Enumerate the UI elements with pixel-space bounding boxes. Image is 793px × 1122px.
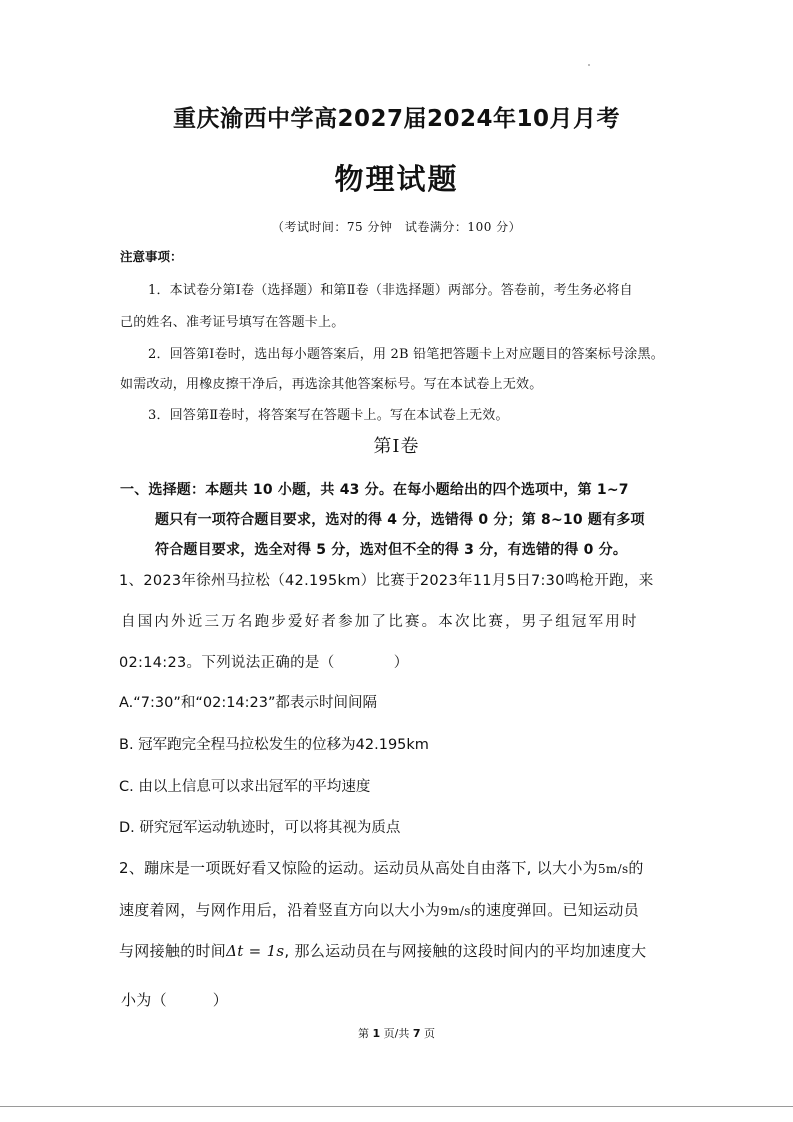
- subject-title: 物理试题: [334, 162, 459, 196]
- scan-dot: [588, 64, 590, 66]
- footer-prefix: 第: [357, 1027, 369, 1040]
- q2-line-1-tail: 的: [628, 859, 644, 877]
- q1-line-3: 02:14:23。下列说法正确的是（ ）: [119, 655, 409, 671]
- page-number: 1: [372, 1027, 381, 1040]
- q2-line-2: [119, 899, 639, 920]
- note-line-3: 2．回答第Ⅰ卷时，选出每小题答案后，用 2B 铅笔把答题卡上对应题目的答案标号涂黑。: [148, 347, 664, 362]
- q1-option-c: C. 由以上信息可以求出冠军的平均速度: [119, 779, 371, 795]
- q1-line-1: 1、2023年徐州马拉松（42.195km）比赛于2023年11月5日7:30鸣枪开跑，来: [119, 573, 654, 589]
- notes-heading: 注意事项：: [120, 249, 183, 264]
- q2-line-3-text: 与网接触的时间: [119, 942, 227, 960]
- q1-line-2: 自国内外近三万名跑步爱好者参加了比赛。本次比赛，男子组冠军用时: [121, 614, 639, 630]
- q2-line-1: [119, 857, 644, 878]
- section-title: 第Ⅰ卷: [373, 436, 420, 457]
- q1-option-a: A.“7:30”和“02:14:23”都表示时间间隔: [119, 695, 378, 711]
- speed-out-unit: 9m/s: [440, 904, 471, 918]
- footer-mid: 页/共: [383, 1027, 410, 1040]
- q2-line-2-tail: 的速度弹回。已知运动员: [470, 901, 640, 919]
- note-line-2: 己的姓名、准考证号填写在答题卡上。: [120, 315, 345, 330]
- mc-header-line-3: 符合题目要求，选全对得 5 分，选对但不全的得 3 分，有选错的得 0 分。: [155, 542, 628, 558]
- page-footer: [0, 1025, 793, 1041]
- page-total: 7: [412, 1027, 421, 1040]
- note-line-4: 如需改动，用橡皮擦干净后，再选涂其他答案标号。写在本试卷上无效。: [120, 377, 543, 392]
- speed-in-unit: 5m/s: [597, 862, 629, 876]
- mc-header-line-1: 一、选择题：本题共 10 小题，共 43 分。在每小题给出的四个选项中，第 1~7: [120, 482, 629, 498]
- q1-option-d: D. 研究冠军运动轨迹时，可以将其视为质点: [119, 820, 401, 836]
- q1-option-b: B. 冠军跑完全程马拉松发生的位移为42.195km: [119, 737, 429, 753]
- page-bottom-divider: [0, 1106, 793, 1107]
- q2-line-4: 小为（ ）: [121, 991, 229, 1009]
- q2-line-3: [119, 940, 646, 961]
- q2-line-2-text: 速度着网，与网作用后，沿着竖直方向以大小为: [119, 901, 441, 919]
- exam-info: （考试时间：75 分钟 试卷满分：100 分）: [271, 220, 522, 234]
- footer-suffix: 页: [424, 1027, 436, 1040]
- mc-header-line-2: 题只有一项符合题目要求，选对的得 4 分，选错得 0 分；第 8~10 题有多项: [155, 512, 645, 528]
- note-line-1: 1．本试卷分第Ⅰ卷（选择题）和第Ⅱ卷（非选择题）两部分。答卷前，考生务必将自: [148, 283, 633, 298]
- note-line-5: 3．回答第Ⅱ卷时，将答案写在答题卡上。写在本试卷上无效。: [148, 408, 509, 423]
- contact-time-formula: Δt = 1s: [226, 942, 285, 960]
- q2-line-3-tail: , 那么运动员在与网接触的这段时间内的平均加速度大: [284, 942, 647, 960]
- exam-title: 重庆渝西中学高2027届2024年10月月考: [172, 106, 621, 132]
- q2-line-1-text: 2、蹦床是一项既好看又惊险的运动。运动员从高处自由落下, 以大小为: [119, 859, 598, 877]
